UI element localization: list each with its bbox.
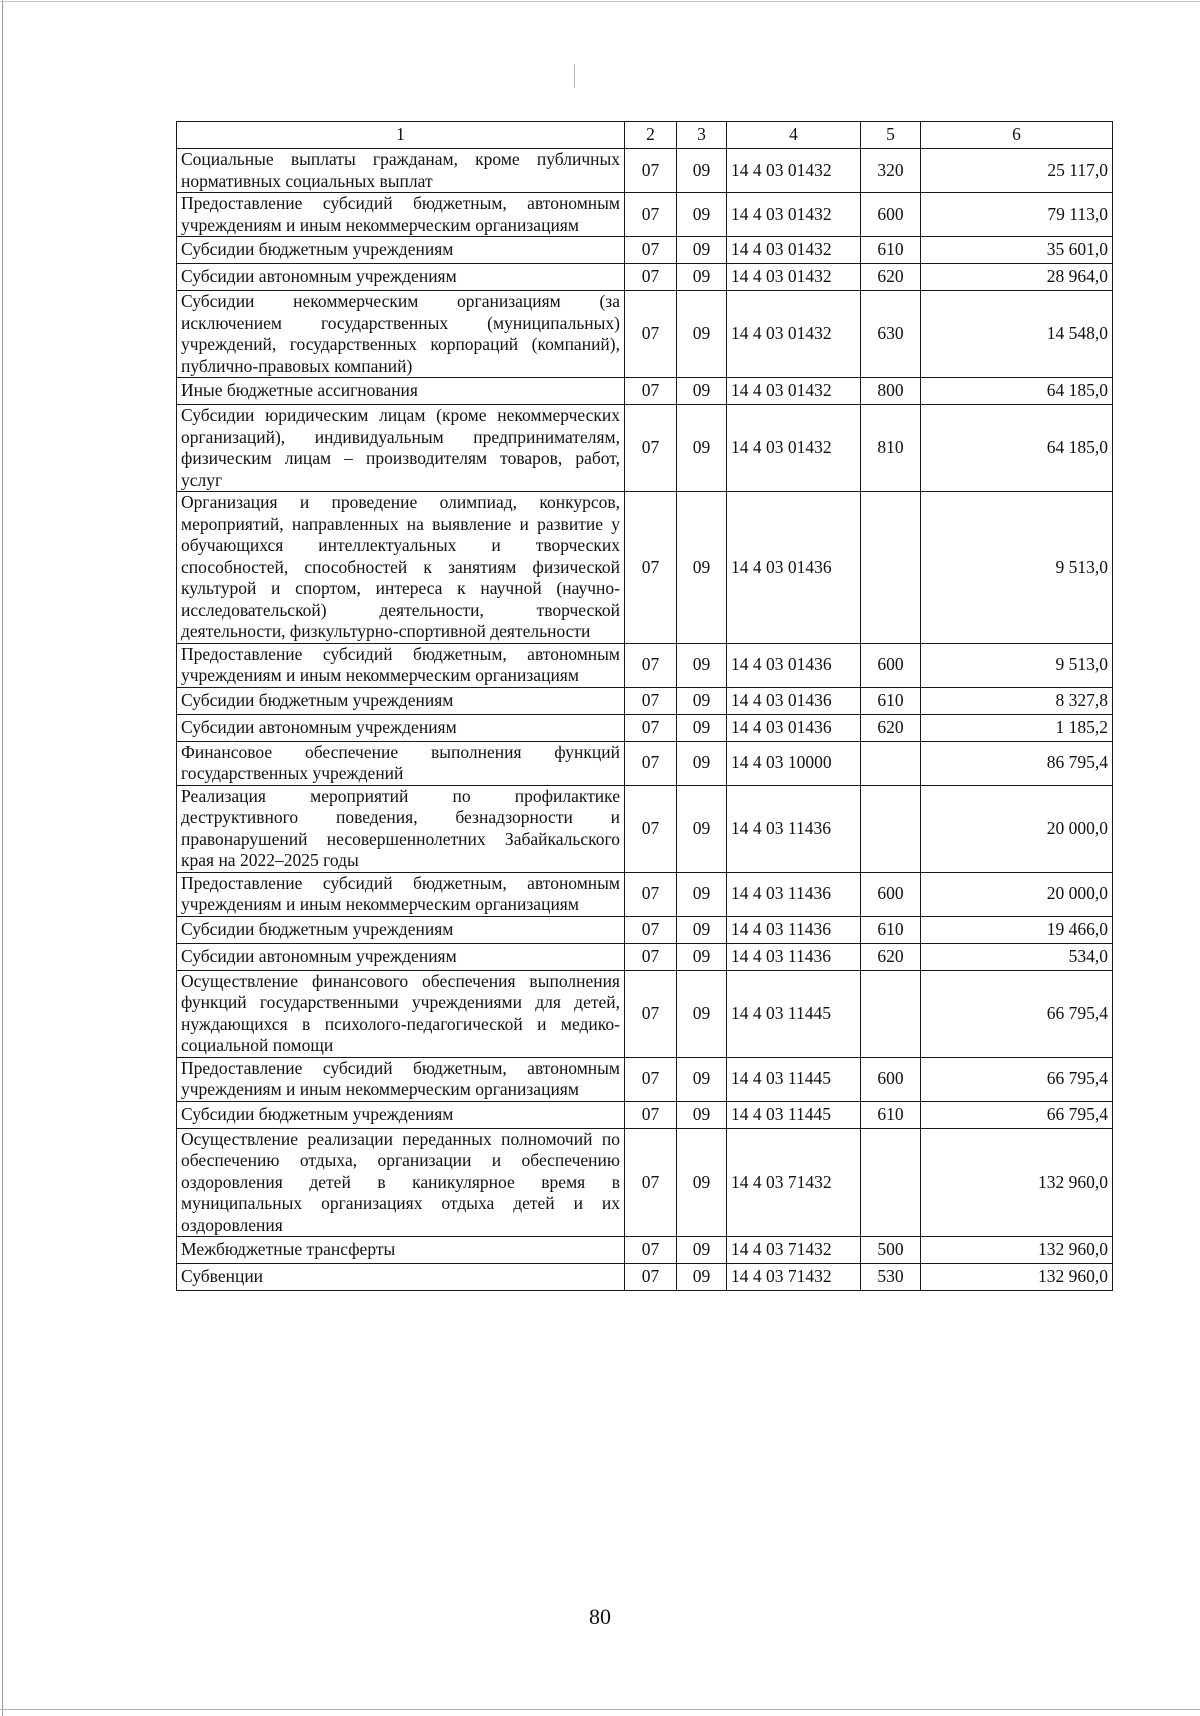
row-amount: 132 960,0 [921, 1237, 1113, 1264]
row-name: Субсидии бюджетным учреждениям [177, 237, 625, 264]
row-expense-type: 610 [861, 237, 921, 264]
table-row [177, 149, 1113, 193]
scan-edge-bottom [0, 1709, 1200, 1710]
row-expense-type: 600 [861, 872, 921, 916]
row-section: 07 [625, 687, 677, 714]
row-expense-type: 620 [861, 264, 921, 291]
table-row [177, 741, 1113, 785]
scan-edge-top [0, 1, 1200, 2]
table-row [177, 1128, 1113, 1237]
row-section: 07 [625, 492, 677, 644]
row-section: 07 [625, 1237, 677, 1264]
scan-edge-left [2, 0, 3, 1716]
table-row [177, 291, 1113, 378]
row-subsection: 09 [677, 1128, 727, 1237]
row-section: 07 [625, 970, 677, 1057]
row-expense-type [861, 1128, 921, 1237]
row-name: Субсидии автономным учреждениям [177, 264, 625, 291]
table-row [177, 872, 1113, 916]
row-name: Субсидии некоммерческим организациям (за исключением государственных (муниципальных) учреждений, государственных корпораций (компаний), публично-правовых компаний) [177, 291, 625, 378]
row-expense-type [861, 970, 921, 1057]
row-subsection: 09 [677, 1264, 727, 1291]
row-section: 07 [625, 643, 677, 687]
row-subsection: 09 [677, 741, 727, 785]
row-name: Субсидии автономным учреждениям [177, 714, 625, 741]
row-section: 07 [625, 237, 677, 264]
row-section: 07 [625, 149, 677, 193]
table-row [177, 785, 1113, 872]
row-target-article: 14 4 03 11445 [727, 1101, 861, 1128]
row-amount: 8 327,8 [921, 687, 1113, 714]
row-subsection: 09 [677, 378, 727, 405]
row-name: Субсидии автономным учреждениям [177, 943, 625, 970]
table-row [177, 405, 1113, 492]
row-expense-type: 800 [861, 378, 921, 405]
table-row [177, 1264, 1113, 1291]
row-subsection: 09 [677, 193, 727, 237]
row-target-article: 14 4 03 11436 [727, 943, 861, 970]
header-cell-4: 4 [727, 122, 861, 149]
row-section: 07 [625, 1264, 677, 1291]
row-target-article: 14 4 03 11436 [727, 785, 861, 872]
row-subsection: 09 [677, 785, 727, 872]
row-target-article: 14 4 03 11445 [727, 1057, 861, 1101]
row-expense-type: 810 [861, 405, 921, 492]
row-expense-type: 320 [861, 149, 921, 193]
row-subsection: 09 [677, 687, 727, 714]
row-target-article: 14 4 03 01436 [727, 643, 861, 687]
row-target-article: 14 4 03 71432 [727, 1264, 861, 1291]
header-cell-1: 1 [177, 122, 625, 149]
row-target-article: 14 4 03 71432 [727, 1128, 861, 1237]
row-subsection: 09 [677, 1237, 727, 1264]
row-expense-type: 600 [861, 1057, 921, 1101]
table-row [177, 714, 1113, 741]
row-section: 07 [625, 785, 677, 872]
row-expense-type: 620 [861, 714, 921, 741]
row-target-article: 14 4 03 01432 [727, 237, 861, 264]
row-amount: 14 548,0 [921, 291, 1113, 378]
row-amount: 9 513,0 [921, 492, 1113, 644]
row-name: Предоставление субсидий бюджетным, автономным учреждениям и иным некоммерческим организациям [177, 1057, 625, 1101]
row-expense-type: 600 [861, 643, 921, 687]
row-name: Финансовое обеспечение выполнения функций государственных учреждений [177, 741, 625, 785]
row-amount: 64 185,0 [921, 405, 1113, 492]
row-amount: 66 795,4 [921, 1101, 1113, 1128]
row-amount: 534,0 [921, 943, 1113, 970]
row-amount: 64 185,0 [921, 378, 1113, 405]
row-subsection: 09 [677, 872, 727, 916]
row-expense-type: 610 [861, 916, 921, 943]
row-target-article: 14 4 03 11445 [727, 970, 861, 1057]
header-cell-2: 2 [625, 122, 677, 149]
row-amount: 1 185,2 [921, 714, 1113, 741]
row-section: 07 [625, 291, 677, 378]
row-section: 07 [625, 1128, 677, 1237]
table-row [177, 916, 1113, 943]
row-name: Осуществление финансового обеспечения выполнения функций государственными учреждениями для детей, нуждающихся в психолого-педагогической и медико-социальной помощи [177, 970, 625, 1057]
header-cell-6: 6 [921, 122, 1113, 149]
row-expense-type: 610 [861, 687, 921, 714]
row-subsection: 09 [677, 1057, 727, 1101]
header-cell-5: 5 [861, 122, 921, 149]
row-amount: 9 513,0 [921, 643, 1113, 687]
row-name: Предоставление субсидий бюджетным, автономным учреждениям и иным некоммерческим организациям [177, 872, 625, 916]
row-amount: 28 964,0 [921, 264, 1113, 291]
row-section: 07 [625, 916, 677, 943]
budget-table [176, 121, 1113, 1291]
row-target-article: 14 4 03 01432 [727, 405, 861, 492]
row-target-article: 14 4 03 01432 [727, 193, 861, 237]
row-target-article: 14 4 03 01432 [727, 378, 861, 405]
row-amount: 79 113,0 [921, 193, 1113, 237]
table-row [177, 378, 1113, 405]
row-target-article: 14 4 03 01436 [727, 492, 861, 644]
header-cell-3: 3 [677, 122, 727, 149]
row-section: 07 [625, 741, 677, 785]
row-subsection: 09 [677, 643, 727, 687]
row-subsection: 09 [677, 291, 727, 378]
row-name: Межбюджетные трансферты [177, 1237, 625, 1264]
table-row [177, 1057, 1113, 1101]
row-target-article: 14 4 03 11436 [727, 872, 861, 916]
row-amount: 20 000,0 [921, 872, 1113, 916]
row-expense-type: 610 [861, 1101, 921, 1128]
row-target-article: 14 4 03 01432 [727, 149, 861, 193]
row-amount: 25 117,0 [921, 149, 1113, 193]
table-row [177, 687, 1113, 714]
table-row [177, 237, 1113, 264]
row-subsection: 09 [677, 149, 727, 193]
row-expense-type [861, 741, 921, 785]
table-row [177, 943, 1113, 970]
row-name: Осуществление реализации переданных полномочий по обеспечению отдыха, организации и обеспечению оздоровления детей в каникулярное время в муниципальных организациях отдыха детей и их оздоровления [177, 1128, 625, 1237]
row-expense-type: 630 [861, 291, 921, 378]
row-target-article: 14 4 03 01436 [727, 687, 861, 714]
row-section: 07 [625, 264, 677, 291]
row-target-article: 14 4 03 01432 [727, 291, 861, 378]
row-name: Предоставление субсидий бюджетным, автономным учреждениям и иным некоммерческим организациям [177, 643, 625, 687]
row-subsection: 09 [677, 1101, 727, 1128]
row-section: 07 [625, 714, 677, 741]
row-subsection: 09 [677, 970, 727, 1057]
row-expense-type: 530 [861, 1264, 921, 1291]
row-expense-type: 500 [861, 1237, 921, 1264]
page-number: 80 [589, 1604, 611, 1629]
row-expense-type [861, 492, 921, 644]
row-name: Реализация мероприятий по профилактике деструктивного поведения, безнадзорности и правонарушений несовершеннолетних Забайкальского края на 2022–2025 годы [177, 785, 625, 872]
row-section: 07 [625, 1057, 677, 1101]
table-row [177, 193, 1113, 237]
row-subsection: 09 [677, 916, 727, 943]
table-row [177, 1101, 1113, 1128]
fold-mark [574, 64, 575, 88]
row-target-article: 14 4 03 71432 [727, 1237, 861, 1264]
row-amount: 66 795,4 [921, 970, 1113, 1057]
row-amount: 20 000,0 [921, 785, 1113, 872]
row-name: Субсидии юридическим лицам (кроме некоммерческих организаций), индивидуальным предпринимателям, физическим лицам – производителям товаров, работ, услуг [177, 405, 625, 492]
row-target-article: 14 4 03 01432 [727, 264, 861, 291]
row-section: 07 [625, 872, 677, 916]
row-amount: 66 795,4 [921, 1057, 1113, 1101]
row-name: Социальные выплаты гражданам, кроме публичных нормативных социальных выплат [177, 149, 625, 193]
row-amount: 35 601,0 [921, 237, 1113, 264]
row-subsection: 09 [677, 492, 727, 644]
row-section: 07 [625, 193, 677, 237]
row-name: Организация и проведение олимпиад, конкурсов, мероприятий, направленных на выявление и развитие у обучающихся интеллектуальных и творческих способностей, способностей к занятиям физической культурой и спортом, интереса к научной (научно-исследовательской) деятельности, творческой деятельности, физкультурно-спортивной деятельности [177, 492, 625, 644]
row-name: Субсидии бюджетным учреждениям [177, 687, 625, 714]
row-section: 07 [625, 405, 677, 492]
row-target-article: 14 4 03 11436 [727, 916, 861, 943]
table-row [177, 643, 1113, 687]
row-subsection: 09 [677, 714, 727, 741]
row-section: 07 [625, 1101, 677, 1128]
row-name: Предоставление субсидий бюджетным, автономным учреждениям и иным некоммерческим организациям [177, 193, 625, 237]
row-subsection: 09 [677, 943, 727, 970]
row-target-article: 14 4 03 01436 [727, 714, 861, 741]
row-name: Субвенции [177, 1264, 625, 1291]
row-expense-type [861, 785, 921, 872]
table-row [177, 1237, 1113, 1264]
row-amount: 132 960,0 [921, 1128, 1113, 1237]
row-expense-type: 600 [861, 193, 921, 237]
row-name: Субсидии бюджетным учреждениям [177, 916, 625, 943]
table-row [177, 264, 1113, 291]
row-amount: 19 466,0 [921, 916, 1113, 943]
row-amount: 86 795,4 [921, 741, 1113, 785]
row-section: 07 [625, 943, 677, 970]
row-name: Субсидии бюджетным учреждениям [177, 1101, 625, 1128]
row-expense-type: 620 [861, 943, 921, 970]
row-subsection: 09 [677, 264, 727, 291]
row-target-article: 14 4 03 10000 [727, 741, 861, 785]
table-row [177, 492, 1113, 644]
row-subsection: 09 [677, 405, 727, 492]
table-header-row [177, 122, 1113, 149]
row-amount: 132 960,0 [921, 1264, 1113, 1291]
table-row [177, 970, 1113, 1057]
row-name: Иные бюджетные ассигнования [177, 378, 625, 405]
row-subsection: 09 [677, 237, 727, 264]
row-section: 07 [625, 378, 677, 405]
